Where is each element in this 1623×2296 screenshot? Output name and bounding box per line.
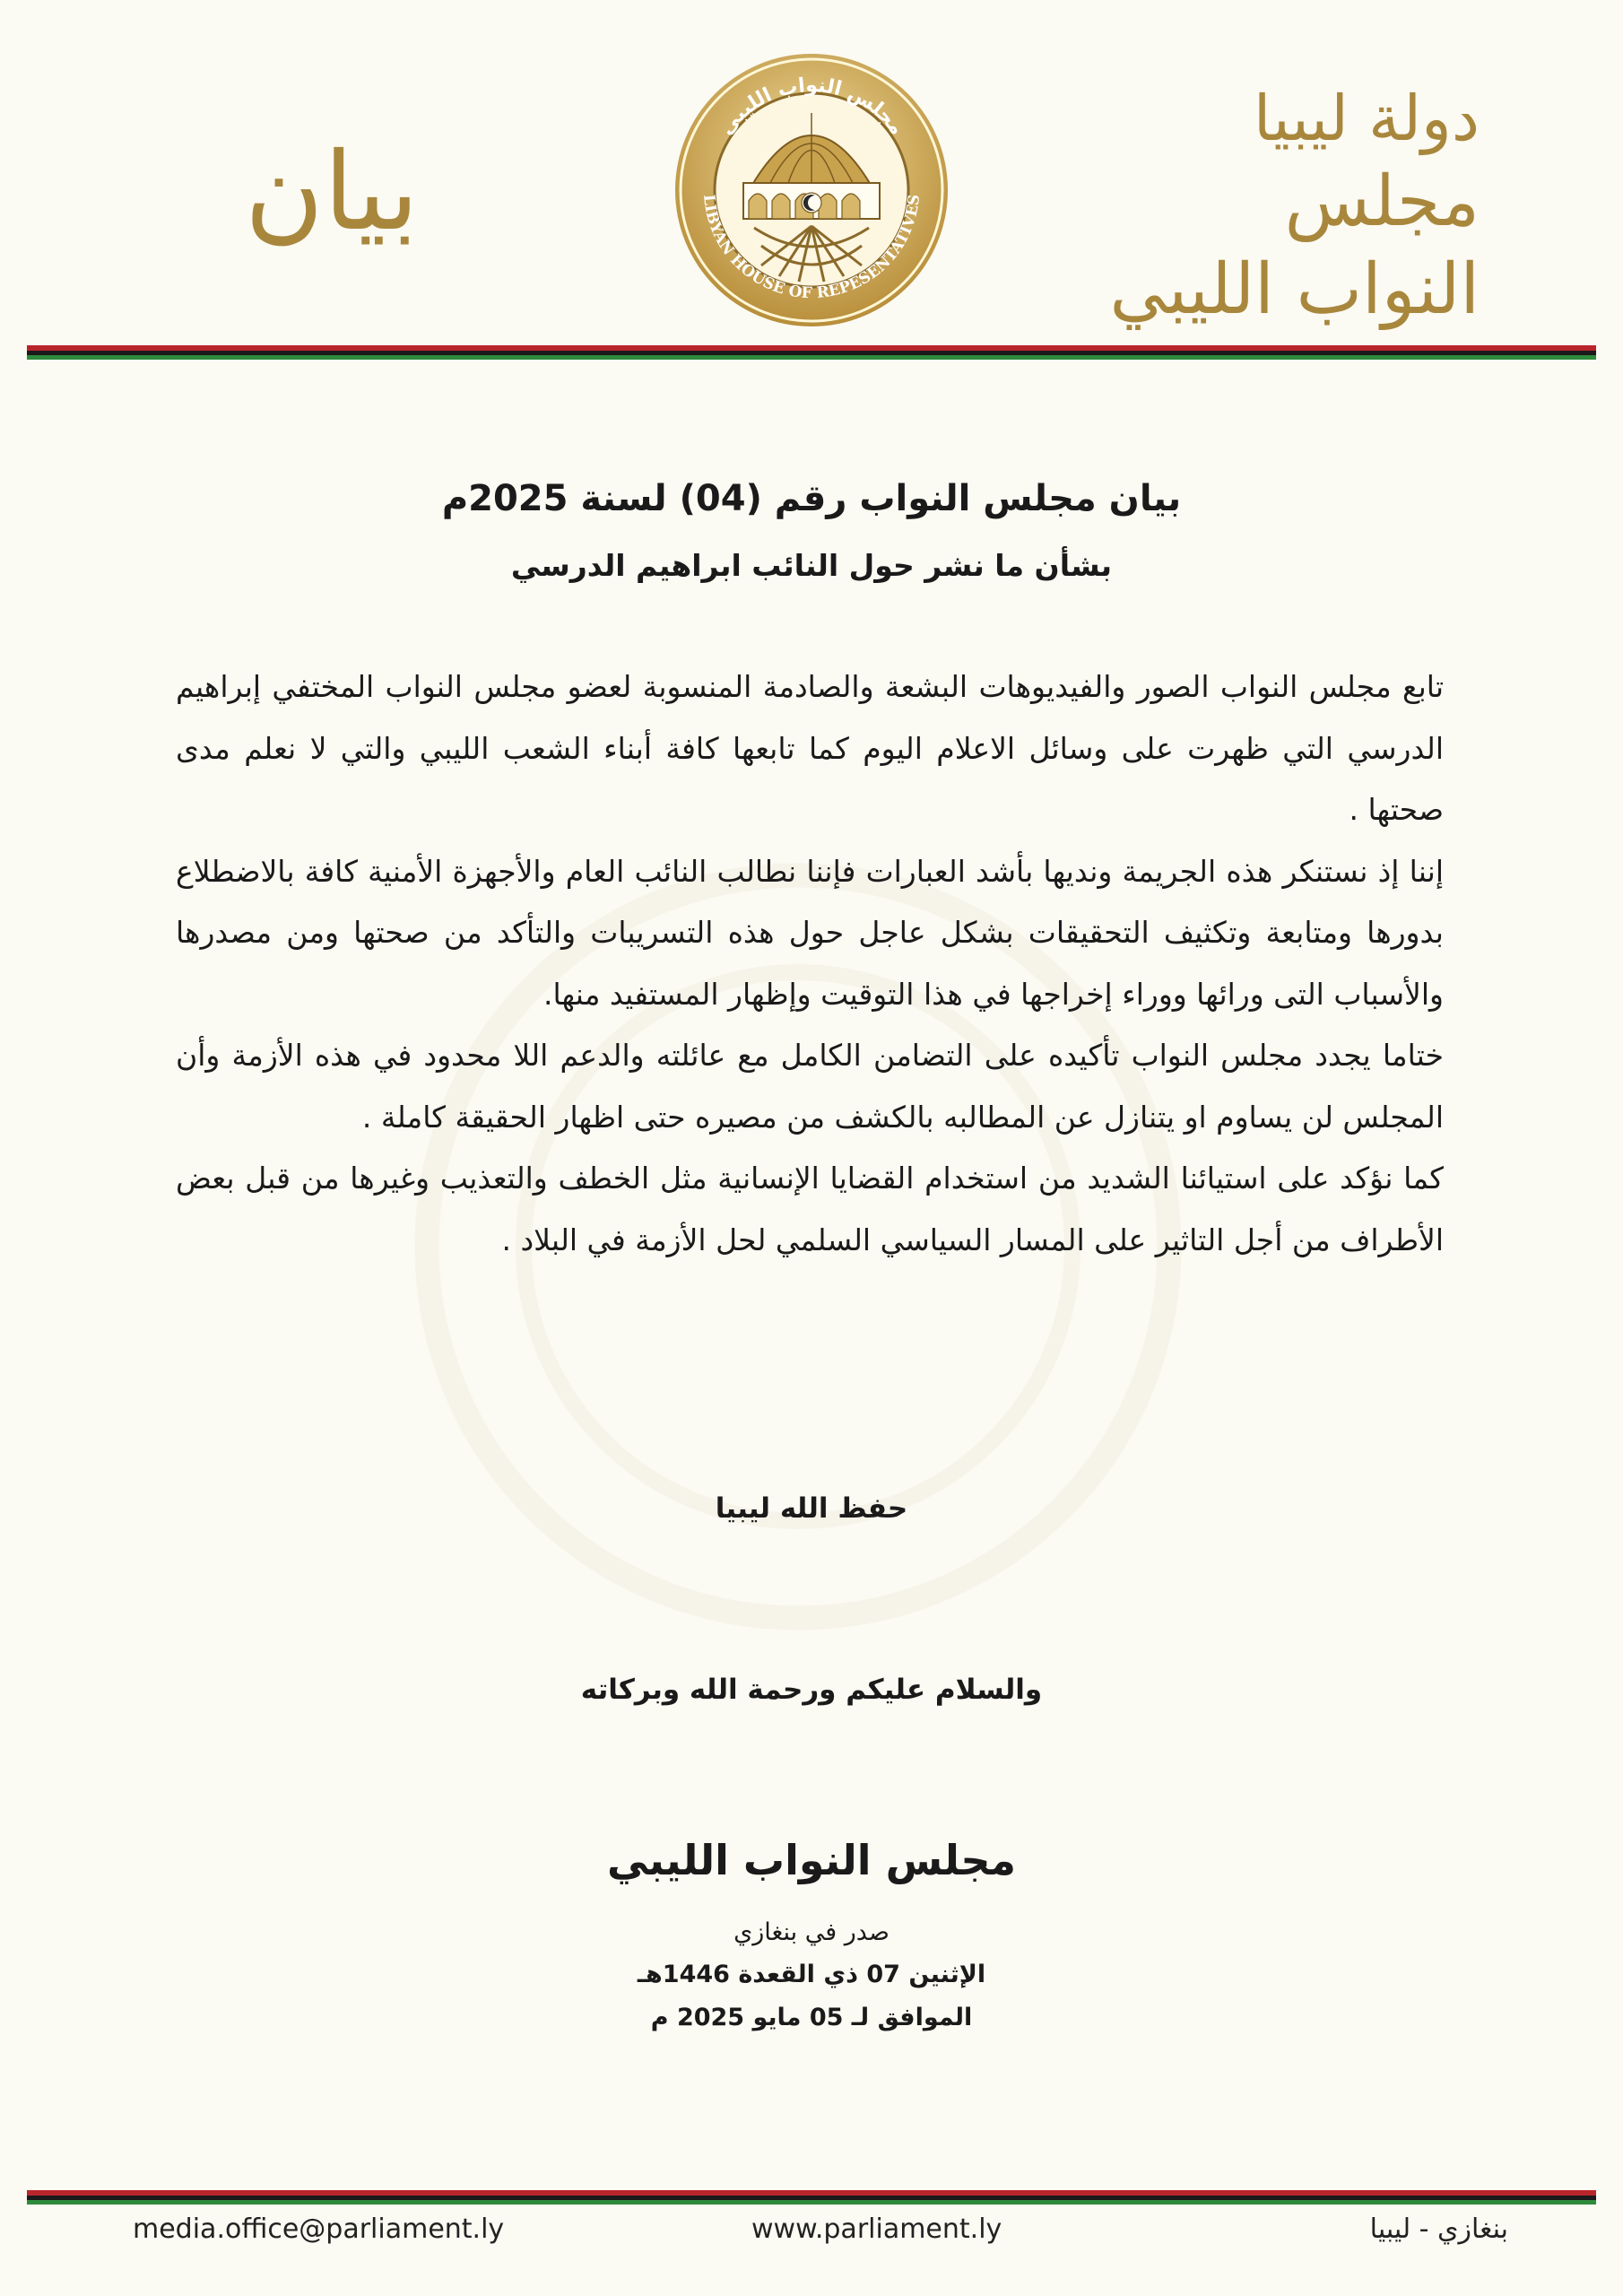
hijri-date: الإثنين 07 ذي القعدة 1446هـ xyxy=(637,1961,986,1988)
statement-body xyxy=(176,657,1444,1271)
issued-place: صدر في بنغازي xyxy=(733,1918,890,1946)
paragraph-4: كما نؤكد على استيائنا الشديد من استخدام القضايا الإنسانية مثل الخطف والتعذيب وغيرها من قبل بعض الأطراف من أجل التاثير على المسار السياسي السلمي لحل الأزمة في البلاد . xyxy=(176,1161,1444,1257)
flag-stripe-bottom xyxy=(27,2190,1596,2205)
flag-stripe-top xyxy=(27,345,1596,360)
house-name: مجلس النواب الليبي xyxy=(1109,161,1480,330)
signature: مجلس النواب الليبي xyxy=(606,1836,1017,1884)
gregorian-date: الموافق لـ 05 مايو 2025 م xyxy=(650,2004,973,2031)
letterhead-state-title xyxy=(1103,79,1480,334)
paragraph-1: تابع مجلس النواب الصور والفيديوهات البشعة والصادمة المنسوبة لعضو مجلس النواب المختفي إبراهيم الدرسي التي ظهرت على وسائل الاعلام اليوم كما تابعها كافة أبناء الشعب الليبي والتي لا نعلم مدى صحتها . xyxy=(176,669,1444,827)
parliament-seal-logo xyxy=(672,50,951,330)
closing-prayer: حفظ الله ليبيا xyxy=(715,1492,908,1525)
paragraph-2: إننا إذ نستنكر هذه الجريمة ونديها بأشد العبارات فإننا نطالب النائب العام والأجهزة الأمنية كافة بالاضطلاع بدورها ومتابعة وتكثيف التحقيقات بشكل عاجل حول هذه التسريبات والتأكد من صحتها ومن مصدرها والأسباب التى ورائها ووراء إخراجها في هذا التوقيت وإظهار المستفيد منها. xyxy=(176,853,1444,1012)
state-name: دولة ليبيا xyxy=(1253,82,1480,155)
footer-location: بنغازي - ليبيا xyxy=(1369,2213,1508,2245)
footer-email[interactable]: media.office@parliament.ly xyxy=(133,2213,505,2245)
statement-subtitle: بشأن ما نشر حول النائب ابراهيم الدرسي xyxy=(510,548,1113,583)
statement-title: بيان مجلس النواب رقم (04) لسنة 2025م xyxy=(441,478,1182,519)
paragraph-3: ختاما يجدد مجلس النواب تأكيده على التضامن الكامل مع عائلته والدعم اللا محدود في هذه الأزمة وأن المجلس لن يساوم او يتنازل عن المطالبه بالكشف من مصيره حتى اظهار الحقيقة كاملة . xyxy=(176,1038,1444,1135)
seal-arabic-text: مجلس النواب الليبي xyxy=(715,74,908,140)
closing-greeting: والسلام عليكم ورحمة الله وبركاته xyxy=(580,1674,1043,1706)
seal-english-text: LIBYAN HOUSE OF REPESENTATIVES xyxy=(699,193,924,303)
footer-website[interactable]: www.parliament.ly xyxy=(751,2213,1002,2245)
statement-heading-calligraphy: بيان xyxy=(244,130,420,255)
